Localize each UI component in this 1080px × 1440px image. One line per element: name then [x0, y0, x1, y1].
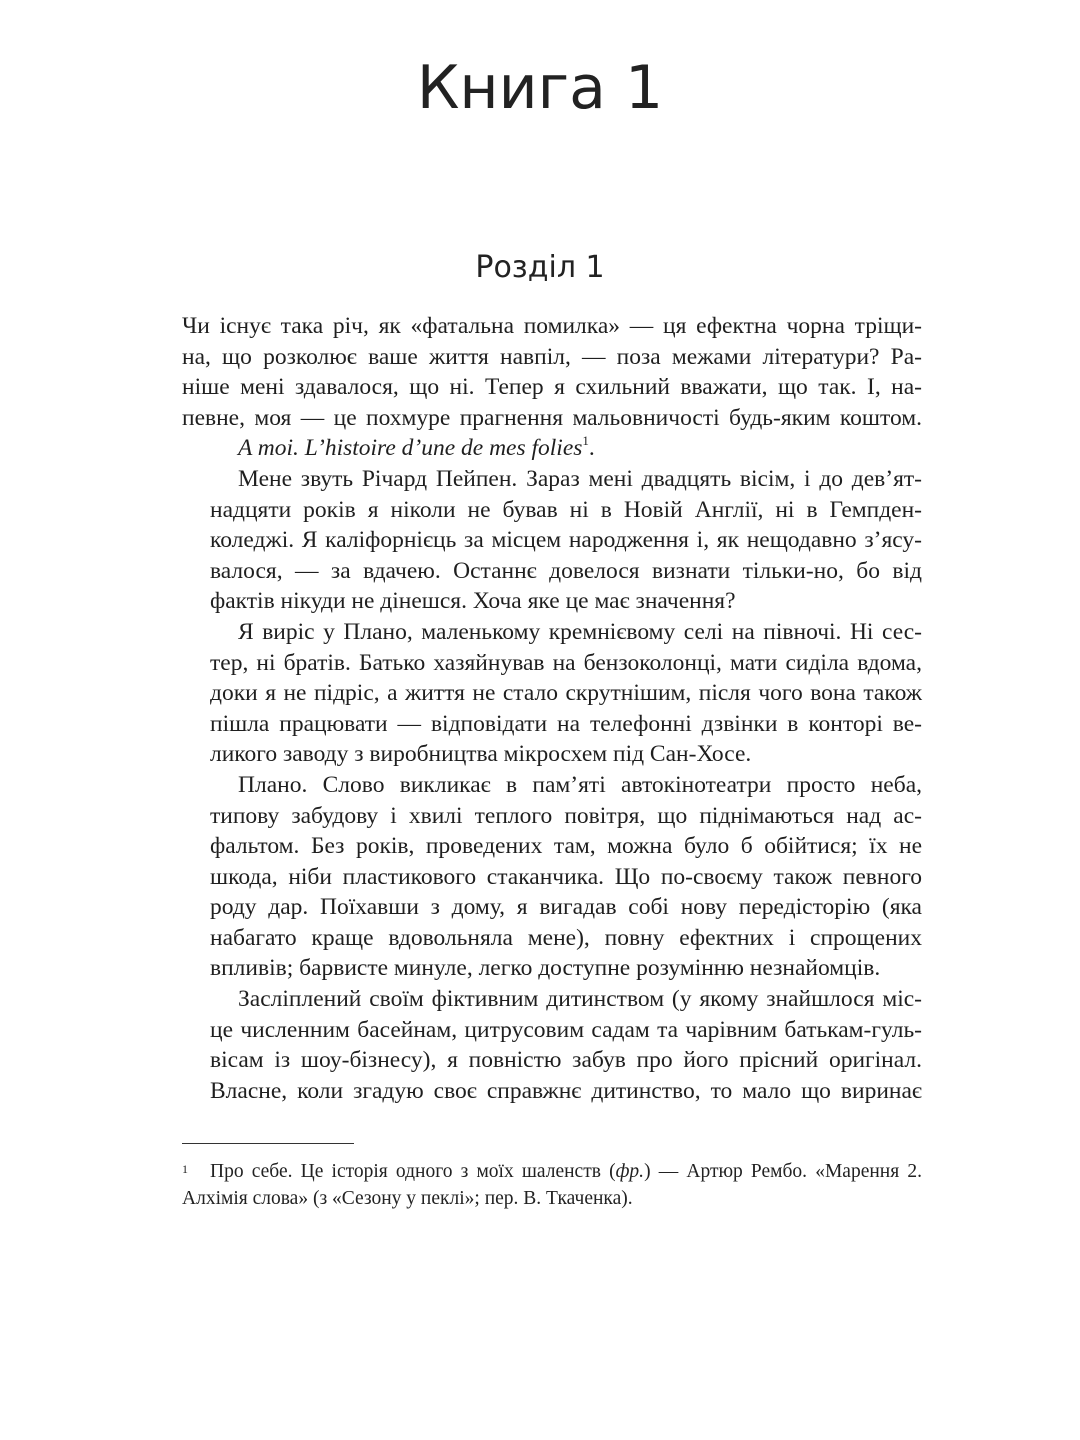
paragraph-5: [182, 770, 922, 984]
epigraph-period: .: [588, 435, 595, 462]
footnote-text: Про себе. Це історія одного з моїх шаленств (: [210, 1161, 616, 1182]
text-line: Чи існує така річ, як «фатальна помилка» — ця ефектна чорна тріщи-: [182, 313, 922, 339]
text-line: Плано. Слово викликає в пам’яті автокінотеатри просто неба,: [238, 771, 922, 798]
paragraph-6: [182, 984, 922, 1106]
text-line: [182, 433, 922, 464]
text-line: Власне, коли згадую своє справжнє дитинство, то мало що виринає: [210, 1077, 922, 1104]
paragraph-3: [182, 464, 922, 617]
text-line: ликого заводу з виробництва мікросхем під Сан-Хосе.: [210, 741, 752, 768]
book-title: Книга 1: [416, 53, 664, 123]
text-line: на, що розколює ваше життя навпіл, — поза межами літератури? Ра-: [182, 343, 922, 370]
text-line: тер, ні братів. Батько хазяйнував на бензоколонці, мати сиділа вдома,: [210, 649, 922, 676]
footnote-reference[interactable]: 1: [582, 433, 589, 449]
text-line: вісам із шоу-бізнесу), я повністю забув про його прісний оригінал.: [210, 1047, 922, 1074]
paragraph-1: [182, 311, 922, 433]
footnote-text: ) — Артюр Рембо. «Марення 2.: [644, 1161, 922, 1182]
text-line: Мене звуть Річард Пейпен. Зараз мені двадцять вісім, і до дев’ят-: [238, 465, 922, 492]
text-line: коледжі. Я каліфорнієць за місцем народження і, як нещодавно з’ясу-: [210, 527, 922, 554]
chapter-title: Розділ 1: [475, 250, 605, 285]
footnote-language: фр.: [615, 1161, 645, 1182]
text-line: шкода, ніби пластикового стаканчика. Що по-своєму також певного: [210, 863, 922, 890]
text-line: фактів нікуди не дінешся. Хоча яке це має значення?: [210, 588, 736, 615]
footnote-divider: [182, 1143, 354, 1144]
footnote-line: [182, 1158, 922, 1185]
text-line: це численним басейнам, цитрусовим садам та чарівним батькам-гуль-: [210, 1016, 922, 1043]
text-line: ніше мені здавалося, що ні. Тепер я схильний вважати, що так. І, на-: [182, 374, 922, 401]
body-text: [182, 311, 922, 1106]
text-line: валося, — за вдачею. Останнє довелося визнати тільки-но, бо від: [210, 557, 922, 584]
text-line: впливів; барвисте минуле, легко доступне розумінню незнайомців.: [210, 955, 881, 982]
epigraph-text: A moi. L’histoire d’une de mes folies: [238, 435, 583, 462]
text-line: надцяти років я ніколи не бував ні в Новій Англії, ні в Гемпден-: [210, 496, 922, 523]
text-line: роду дар. Поїхавши з дому, я вигадав собі нову передісторію (яка: [210, 894, 922, 921]
text-line: Я виріс у Плано, маленькому кремнієвому селі на півночі. Ні сес-: [238, 618, 922, 645]
text-line: типову забудову і хвилі теплого повітря, що піднімаються над ас-: [210, 802, 922, 829]
text-line: пішла працювати — відповідати на телефонні дзвінки в конторі ве-: [210, 710, 922, 737]
paragraph-epigraph: [182, 433, 922, 464]
footnote: [182, 1158, 922, 1212]
footnote-line: Алхімія слова» (з «Сезону у пеклі»; пер. В. Ткаченка).: [182, 1188, 633, 1209]
footnote-marker: 1: [182, 1162, 188, 1176]
text-line: фальтом. Без років, проведених там, можна було б обійтися; їх не: [210, 833, 922, 860]
text-line: доки я не підріс, а життя не стало скрутнішим, після чого вона також: [210, 680, 922, 707]
text-line: Засліплений своїм фіктивним дитинством (у якому знайшлося міс-: [238, 986, 922, 1013]
paragraph-4: [182, 617, 922, 770]
text-line: набагато краще вдовольняла мене), повну ефектних і спрощених: [210, 924, 922, 951]
text-line: певне, моя — це похмуре прагнення мальовничості будь-яким коштом.: [182, 404, 922, 431]
